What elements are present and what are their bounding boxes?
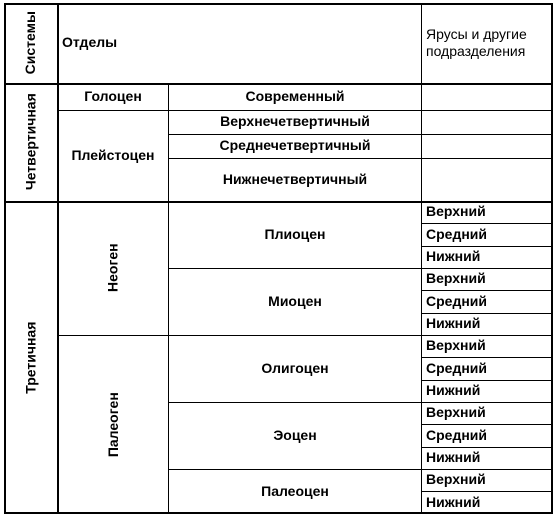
divider-oligocene-eocene	[168, 402, 553, 403]
stage-miocene-upper: Верхний	[426, 270, 486, 287]
header-systems-cell	[4, 3, 58, 83]
stage-eocene-middle: Средний	[426, 426, 488, 443]
divider-stage	[422, 380, 553, 381]
divider-header	[4, 83, 553, 85]
division-pleistocene: Плейстоцен	[71, 146, 155, 163]
stage-pliocene-upper: Верхний	[426, 203, 486, 220]
stage-paleocene-upper: Верхний	[426, 471, 486, 488]
division-holocene: Голоцен	[84, 87, 142, 104]
stage-pliocene-middle: Средний	[426, 225, 488, 242]
system-tertiary: Третичная	[22, 321, 39, 394]
epoch-eocene: Эоцен	[273, 426, 317, 443]
divider-stage	[422, 246, 553, 247]
divider-stage	[422, 424, 553, 425]
divider-stage	[422, 313, 553, 314]
stage-paleocene-lower: Нижний	[426, 493, 481, 510]
stage-oligocene-upper: Верхний	[426, 337, 486, 354]
system-tertiary-cell	[4, 201, 58, 514]
divider-eocene-paleocene	[168, 469, 553, 470]
epoch-pliocene: Плиоцен	[264, 225, 326, 242]
division-neogene-cell	[58, 201, 168, 335]
divider-holocene	[58, 110, 553, 111]
stratigraphic-table	[4, 3, 553, 514]
border-left	[4, 3, 6, 514]
divider-system-boundary	[4, 201, 553, 203]
subdivision-pleistocene-middle: Среднечетвертичный	[219, 137, 371, 154]
stage-miocene-middle: Средний	[426, 292, 488, 309]
stage-eocene-upper: Верхний	[426, 404, 486, 421]
stage-miocene-lower: Нижний	[426, 315, 481, 332]
epoch-miocene: Миоцен	[268, 292, 322, 309]
border-top	[4, 3, 553, 5]
system-quaternary-cell	[4, 83, 58, 201]
epoch-oligocene: Олигоцен	[261, 359, 329, 376]
border-right	[551, 3, 553, 514]
division-paleogene-cell	[58, 335, 168, 514]
divider-pleist-2	[168, 158, 553, 159]
divider-pleist-1	[168, 134, 553, 135]
header-stages: Ярусы и другие подразделения	[426, 25, 527, 59]
stage-eocene-lower: Нижний	[426, 449, 481, 466]
stage-pliocene-lower: Нижний	[426, 248, 481, 265]
divider-stage	[422, 447, 553, 448]
header-divisions: Отделы	[62, 34, 118, 51]
subdivision-pleistocene-upper: Верхнечетвертичный	[220, 113, 370, 130]
divider-pliocene-miocene	[168, 268, 553, 269]
stage-oligocene-lower: Нижний	[426, 382, 481, 399]
subdivision-holocene: Современный	[245, 87, 345, 104]
division-paleogene: Палеоген	[104, 392, 121, 457]
divider-stage	[422, 491, 553, 492]
system-quaternary: Четвертичная	[22, 93, 39, 191]
divider-stage	[422, 357, 553, 358]
stage-oligocene-middle: Средний	[426, 359, 488, 376]
divider-stage	[422, 223, 553, 224]
division-neogene: Неоген	[104, 243, 121, 293]
border-bottom	[4, 512, 553, 514]
header-systems: Системы	[22, 11, 39, 75]
divider-stage	[422, 290, 553, 291]
divider-stages	[421, 3, 422, 514]
divider-neogene-paleogene	[58, 335, 553, 336]
epoch-paleocene: Палеоцен	[261, 482, 329, 499]
divider-divisions	[168, 83, 169, 514]
subdivision-pleistocene-lower: Нижнечетвертичный	[222, 170, 368, 187]
divider-systems	[57, 3, 59, 514]
